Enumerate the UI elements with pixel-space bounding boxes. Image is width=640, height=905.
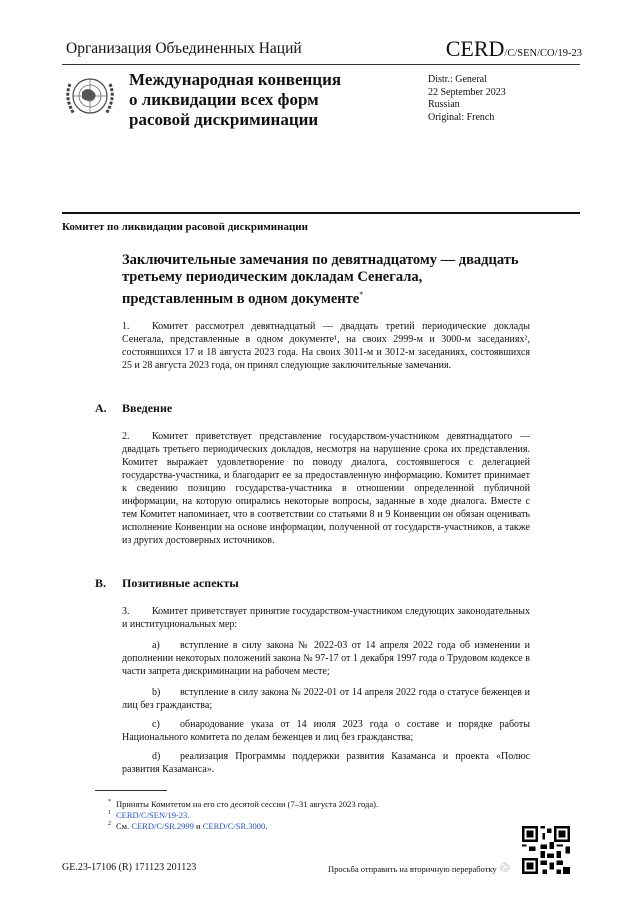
header-divider	[62, 64, 580, 65]
document-title	[122, 252, 532, 308]
paragraph-3	[122, 605, 530, 631]
section-letter: B.	[95, 576, 107, 590]
committee-name: Комитет по ликвидации расовой дискриминации	[62, 221, 308, 233]
item-text: вступление в силу закона № 2022-01 от 14 апреля 2022 года о статусе беженцев и лиц без гражданства;	[122, 687, 530, 711]
convention-line: о ликвидации всех форм	[129, 90, 319, 109]
list-item-d	[122, 750, 530, 776]
distribution-info	[428, 74, 506, 124]
date-line: 22 September 2023	[428, 86, 506, 98]
title-text: Заключительные замечания по девятнадцатому — двадцать третьему периодическим докладам Сенегала, представленным в одном документе	[122, 252, 519, 307]
recycle-icon: ♲	[498, 860, 511, 875]
job-number: GE.23-17106 (R) 171123 201123	[62, 862, 197, 873]
footnote-mark: *	[108, 799, 111, 805]
paragraph-text: Комитет рассмотрел девятнадцатый — двадцать третий периодические доклады Сенегала, представленные в одном документе¹, на своих 2999-м и 3000-м заседаниях², состоявшихся 17 и 18 августа 2023 года. На своих 3011-м и 3012-м заседаниях, состоявшихся 25 и 28 августа 2023 года, он принял следующие заключительные замечания.	[122, 321, 530, 371]
item-text: реализация Программы поддержки развития Казаманса и проекта «Полюс развития Казаманса».	[122, 751, 530, 775]
section-b-heading	[95, 576, 530, 590]
convention-title	[129, 70, 341, 130]
paragraph-2	[122, 430, 530, 547]
recycle-note	[328, 860, 510, 876]
section-a-heading	[95, 401, 530, 415]
item-text: вступление в силу закона № 2022-03 от 14 апреля 2022 года об изменении и дополнении некоторых положений закона № 97-17 от 1 декабря 1997 года о Трудовом кодексе в части запрета дискриминации на рабочем месте;	[122, 640, 530, 677]
footnote-2	[108, 819, 267, 832]
footnote-text: См.	[116, 820, 132, 831]
title-footnote-mark: *	[359, 290, 364, 299]
paragraph-number: 1.	[122, 321, 130, 332]
original-line: Original: French	[428, 111, 495, 123]
symbol-main: CERD	[445, 36, 505, 61]
convention-line: расовой дискриминации	[129, 110, 319, 129]
section-title: Введение	[122, 401, 173, 415]
footnote-link[interactable]: CERD/C/SR.2999	[131, 820, 194, 831]
paragraph-number: 2.	[122, 431, 130, 442]
symbol-rest: /C/SEN/CO/19-23	[504, 48, 582, 59]
footnote-divider	[95, 790, 167, 791]
convention-line: Международная конвенция	[129, 70, 342, 89]
item-letter: a)	[152, 640, 160, 651]
footnote-mark: 1	[108, 810, 111, 816]
language-line: Russian	[428, 99, 460, 110]
item-letter: c)	[152, 719, 160, 730]
footnote-link[interactable]: CERD/C/SR.3000	[202, 820, 266, 831]
recycle-text: Просьба отправить на вторичную переработку	[328, 864, 497, 874]
distr-line: Distr.: General	[428, 74, 487, 85]
organization-name: Организация Объединенных Наций	[66, 40, 302, 57]
list-item-b	[122, 686, 530, 712]
item-text: обнародование указа от 14 июля 2023 года о составе и порядке работы Национального комитета по делам беженцев и лиц без гражданства;	[122, 719, 530, 743]
section-title: Позитивные аспекты	[122, 576, 239, 590]
footnote-mark: 2	[108, 821, 111, 827]
thick-divider	[62, 212, 580, 214]
paragraph-1	[122, 320, 530, 372]
document-symbol	[446, 36, 582, 62]
list-item-c	[122, 718, 530, 744]
paragraph-number: 3.	[122, 606, 130, 617]
footnote-text: Приняты Комитетом на его сто десятой сессии (7–31 августа 2023 года).	[116, 798, 379, 809]
footnote-text: и	[193, 820, 203, 831]
paragraph-text: Комитет приветствует принятие государством-участником следующих законодательных и институциональных мер:	[122, 606, 530, 630]
paragraph-text: Комитет приветствует представление государством-участником девятнадцатого — двадцать третьего периодических докладов, несмотря на нарушение срока их представления. Комитет выражает удовлетворение по поводу диалога, состоявшегося с делегацией государства-участника, и благодарит ее за предоставленную информацию. Комитет принимает к сведению позицию государства-участника в отношении определенной публичной информации, на которую опирались некоторые вопросы, заданные в ходе диалога. Вместе с тем Комитет напоминает, что в соответствии со статьями 8 и 9 Конвенции он обязан оценивать исполнение Конвенции на основе информации, полученной от государств-участников, а также из других достоверных источников.	[122, 431, 530, 546]
footnote-text: .	[265, 820, 268, 831]
item-letter: b)	[152, 687, 161, 698]
qr-code-icon	[522, 826, 570, 874]
item-letter: d)	[152, 751, 161, 762]
list-item-a	[122, 639, 530, 678]
un-emblem-icon	[64, 70, 116, 122]
footnote-link[interactable]: CERD/C/SEN/19-23.	[116, 809, 190, 820]
section-letter: A.	[95, 401, 107, 415]
